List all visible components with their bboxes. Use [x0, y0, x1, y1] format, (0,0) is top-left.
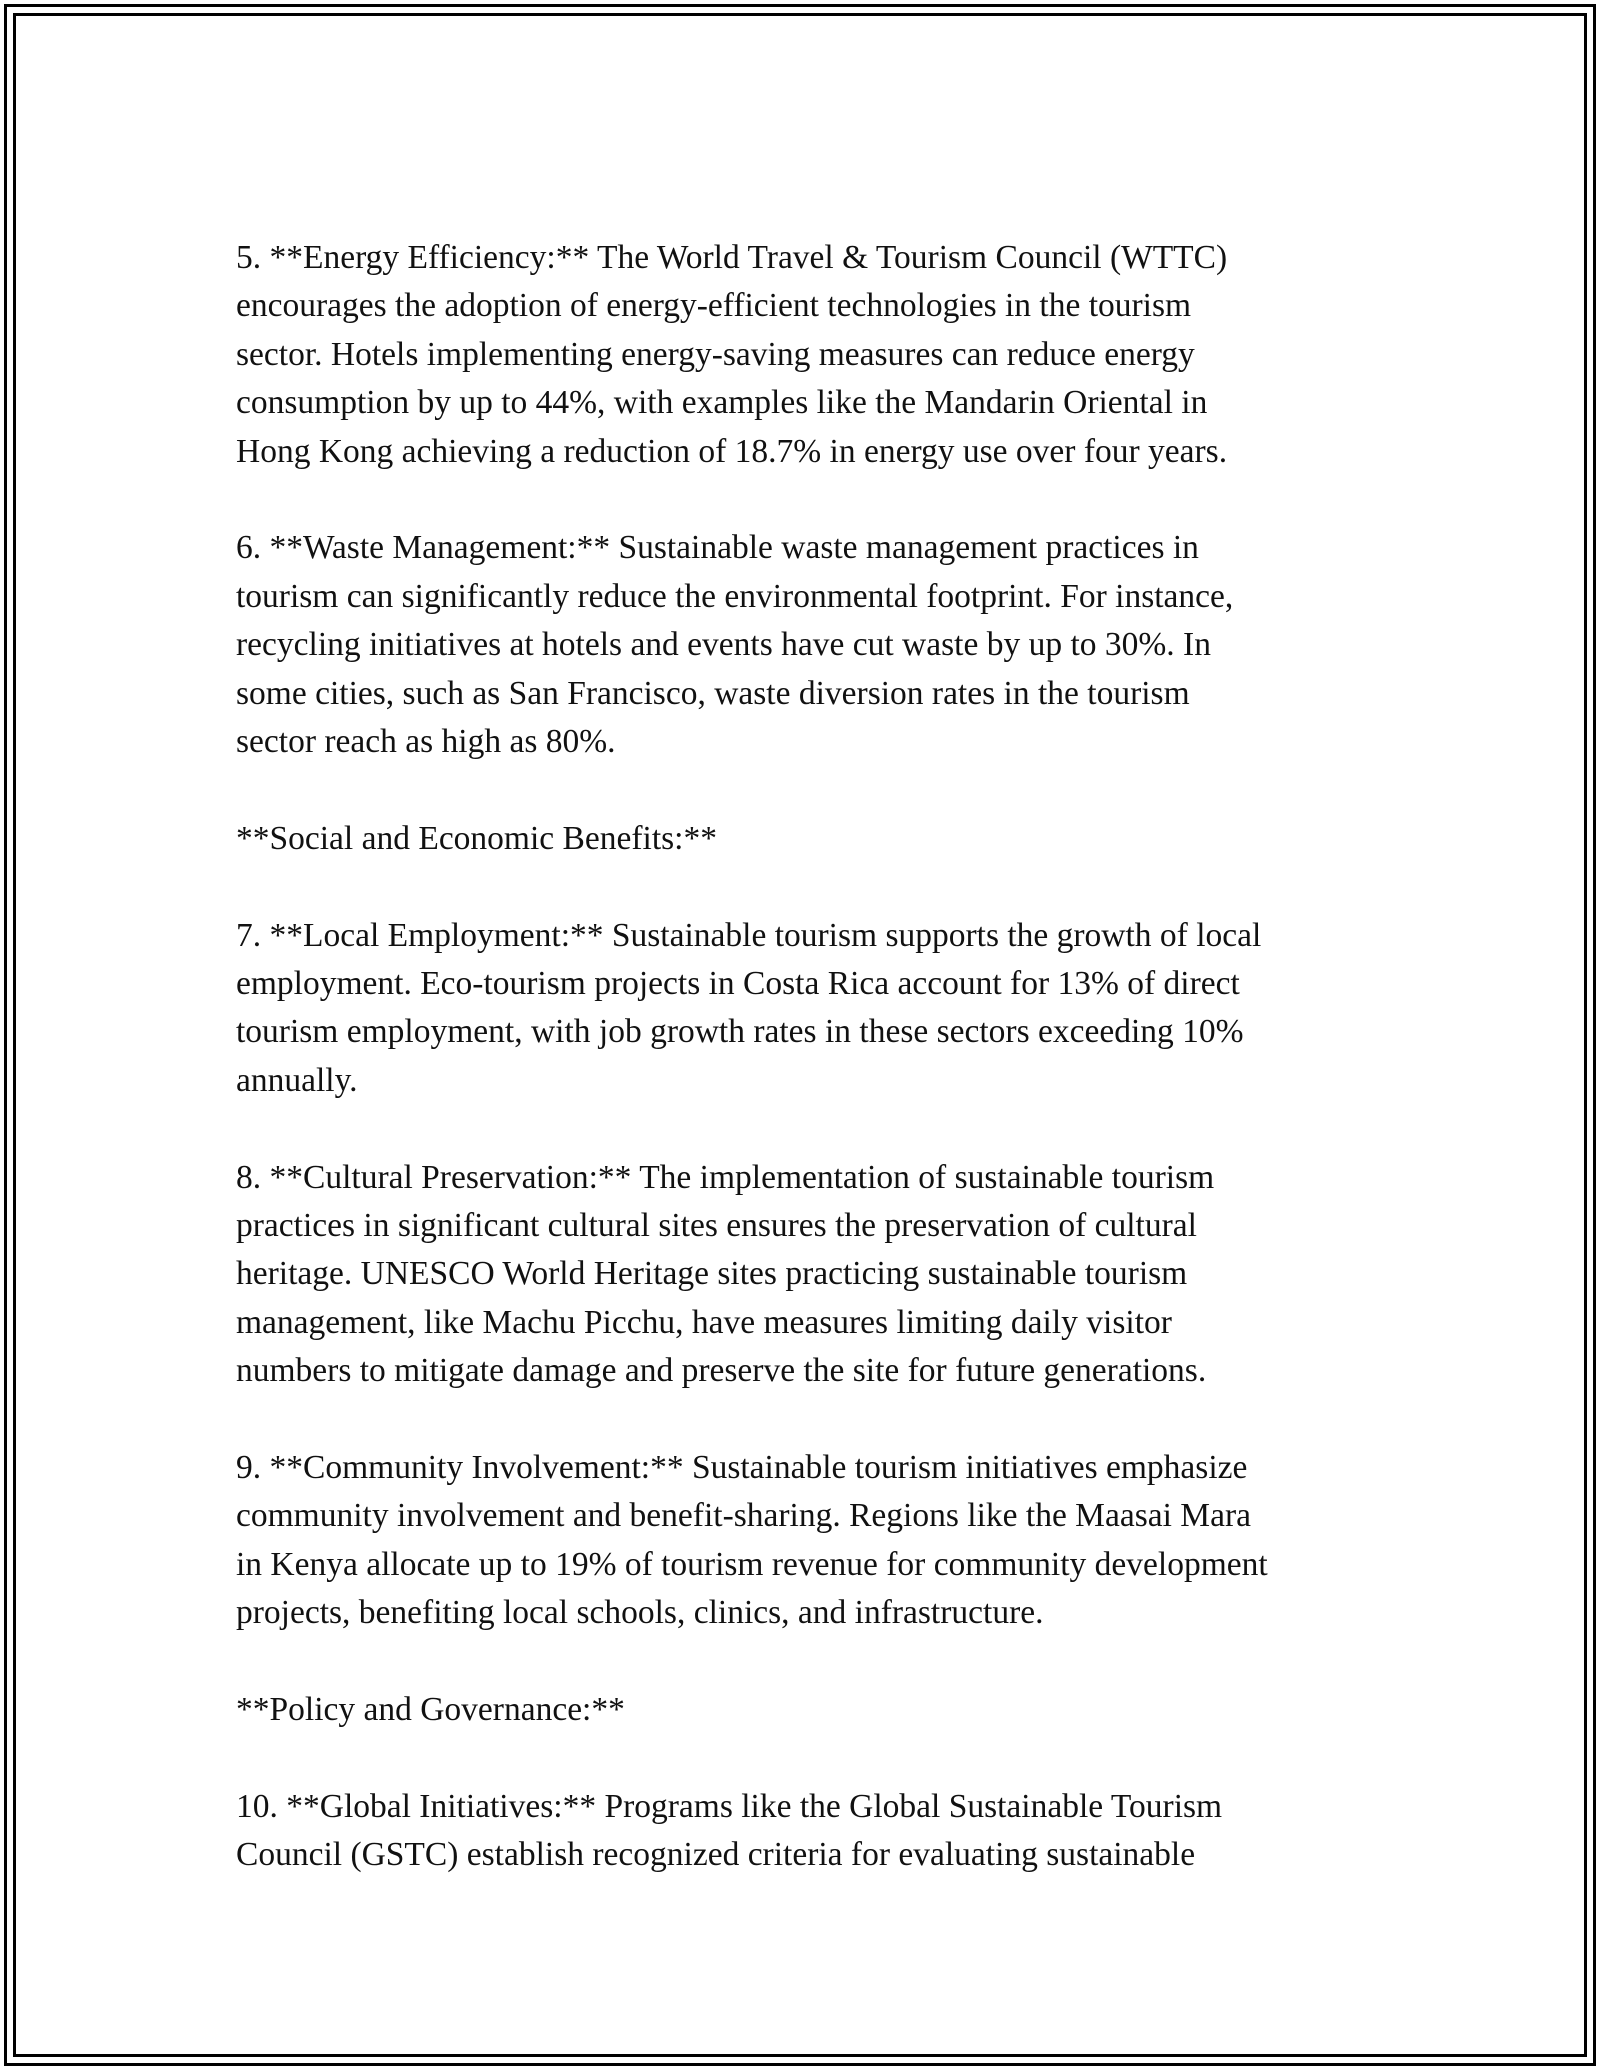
paragraph-global-initiatives: 10. **Global Initiatives:** Programs like the Global Sustainable Tourism Council (GSTC) establish recognized criteria for evaluating sustainable	[236, 1787, 1223, 1874]
heading-policy-governance: **Policy and Governance:**	[236, 1691, 625, 1729]
document-body	[236, 234, 1396, 1928]
paragraph-community-involvement: 9. **Community Involvement:** Sustainable tourism initiatives emphasize community involvement and benefit-sharing. Regions like the Maasai Mara in Kenya allocate up to 19% of tourism revenue for community development projects, benefiting local schools, clinics, and infrastructure.	[236, 1449, 1268, 1632]
paragraph-local-employment: 7. **Local Employment:** Sustainable tourism supports the growth of local employment. Eco-tourism projects in Costa Rica account for 13% of direct tourism employment, with job growth rates in these sectors exceeding 10% annually.	[236, 916, 1262, 1099]
paragraph-waste-management: 6. **Waste Management:** Sustainable waste management practices in tourism can significantly reduce the environmental footprint. For instance, recycling initiatives at hotels and events have cut waste by up to 30%. In some cities, such as San Francisco, waste diversion rates in the tourism sector reach as high as 80%.	[236, 529, 1234, 761]
heading-social-economic-benefits: **Social and Economic Benefits:**	[236, 819, 717, 857]
paragraph-energy-efficiency: 5. **Energy Efficiency:** The World Travel & Tourism Council (WTTC) encourages the adoption of energy-efficient technologies in the tourism sector. Hotels implementing energy-saving measures can reduce energy consumption by up to 44%, with examples like the Mandarin Oriental in Hong Kong achieving a reduction of 18.7% in energy use over four years.	[236, 239, 1228, 470]
paragraph-cultural-preservation: 8. **Cultural Preservation:** The implementation of sustainable tourism practices in significant cultural sites ensures the preservation of cultural heritage. UNESCO World Heritage sites practicing sustainable tourism management, like Machu Picchu, have measures limiting daily visitor numbers to mitigate damage and preserve the site for future generations.	[236, 1158, 1215, 1390]
